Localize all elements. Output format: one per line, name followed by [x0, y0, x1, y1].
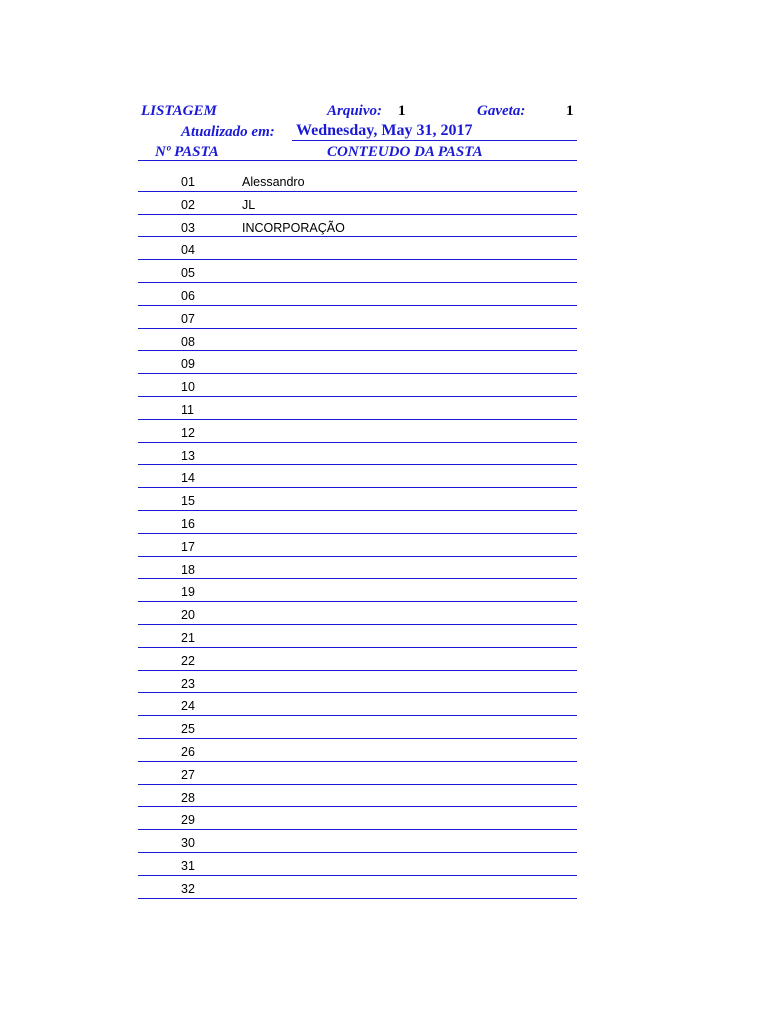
folder-number: 09 — [181, 357, 195, 372]
folder-number: 21 — [181, 630, 195, 645]
folder-number: 32 — [181, 881, 195, 896]
table-row — [138, 739, 577, 762]
folder-number: 05 — [181, 266, 195, 281]
folder-number: 02 — [181, 197, 195, 212]
folder-number: 26 — [181, 744, 195, 759]
folder-list — [138, 169, 577, 899]
table-row — [138, 306, 577, 329]
folder-number: 14 — [181, 471, 195, 486]
table-row — [138, 215, 577, 238]
table-row — [138, 830, 577, 853]
listing-title: LISTAGEM — [141, 103, 217, 119]
column-header-content: CONTEUDO DA PASTA — [327, 144, 483, 160]
folder-content: JL — [242, 197, 256, 212]
table-row — [138, 192, 577, 215]
folder-number: 29 — [181, 813, 195, 828]
table-row — [138, 625, 577, 648]
table-row — [138, 329, 577, 352]
folder-number: 01 — [181, 175, 195, 189]
folder-number: 16 — [181, 516, 195, 531]
table-row — [138, 648, 577, 671]
folder-number: 06 — [181, 288, 195, 303]
table-row — [138, 716, 577, 739]
table-row — [138, 785, 577, 808]
folder-number: 03 — [181, 220, 195, 235]
updated-date: Wednesday, May 31, 2017 — [296, 122, 473, 139]
table-row — [138, 534, 577, 557]
updated-label: Atualizado em: — [181, 124, 275, 140]
table-row — [138, 876, 577, 899]
table-row — [138, 351, 577, 374]
folder-number: 24 — [181, 699, 195, 714]
table-row — [138, 853, 577, 876]
table-row — [138, 488, 577, 511]
table-row — [138, 557, 577, 580]
header-divider — [138, 160, 577, 161]
table-row — [138, 374, 577, 397]
folder-number: 07 — [181, 311, 195, 326]
table-row — [138, 693, 577, 716]
table-row — [138, 807, 577, 830]
folder-number: 19 — [181, 585, 195, 600]
table-row — [138, 420, 577, 443]
table-row — [138, 260, 577, 283]
folder-number: 23 — [181, 676, 195, 691]
gaveta-value: 1 — [566, 103, 574, 119]
folder-number: 17 — [181, 539, 195, 554]
folder-number: 13 — [181, 448, 195, 463]
gaveta-label: Gaveta: — [477, 103, 526, 119]
folder-number: 12 — [181, 425, 195, 440]
table-row — [138, 762, 577, 785]
table-row — [138, 465, 577, 488]
folder-number: 10 — [181, 380, 195, 395]
table-row — [138, 283, 577, 306]
folder-number: 27 — [181, 767, 195, 782]
table-row — [138, 237, 577, 260]
folder-number: 20 — [181, 608, 195, 623]
folder-number: 22 — [181, 653, 195, 668]
arquivo-value: 1 — [398, 103, 406, 119]
folder-number: 18 — [181, 562, 195, 577]
folder-number: 08 — [181, 334, 195, 349]
table-row — [138, 397, 577, 420]
folder-number: 31 — [181, 858, 195, 873]
folder-content: Alessandro — [242, 175, 305, 189]
folder-content: INCORPORAÇÃO — [242, 220, 345, 235]
table-row — [138, 511, 577, 534]
folder-number: 11 — [181, 402, 194, 417]
table-row — [138, 443, 577, 466]
folder-number: 30 — [181, 836, 195, 851]
table-row — [138, 602, 577, 625]
table-row — [138, 671, 577, 694]
folder-number: 28 — [181, 790, 195, 805]
column-header-number: Nº PASTA — [155, 144, 219, 160]
folder-number: 25 — [181, 722, 195, 737]
date-underline — [292, 140, 577, 141]
table-row — [138, 579, 577, 602]
table-row — [138, 169, 577, 192]
arquivo-label: Arquivo: — [327, 103, 383, 119]
folder-number: 04 — [181, 243, 195, 258]
folder-number: 15 — [181, 494, 195, 509]
